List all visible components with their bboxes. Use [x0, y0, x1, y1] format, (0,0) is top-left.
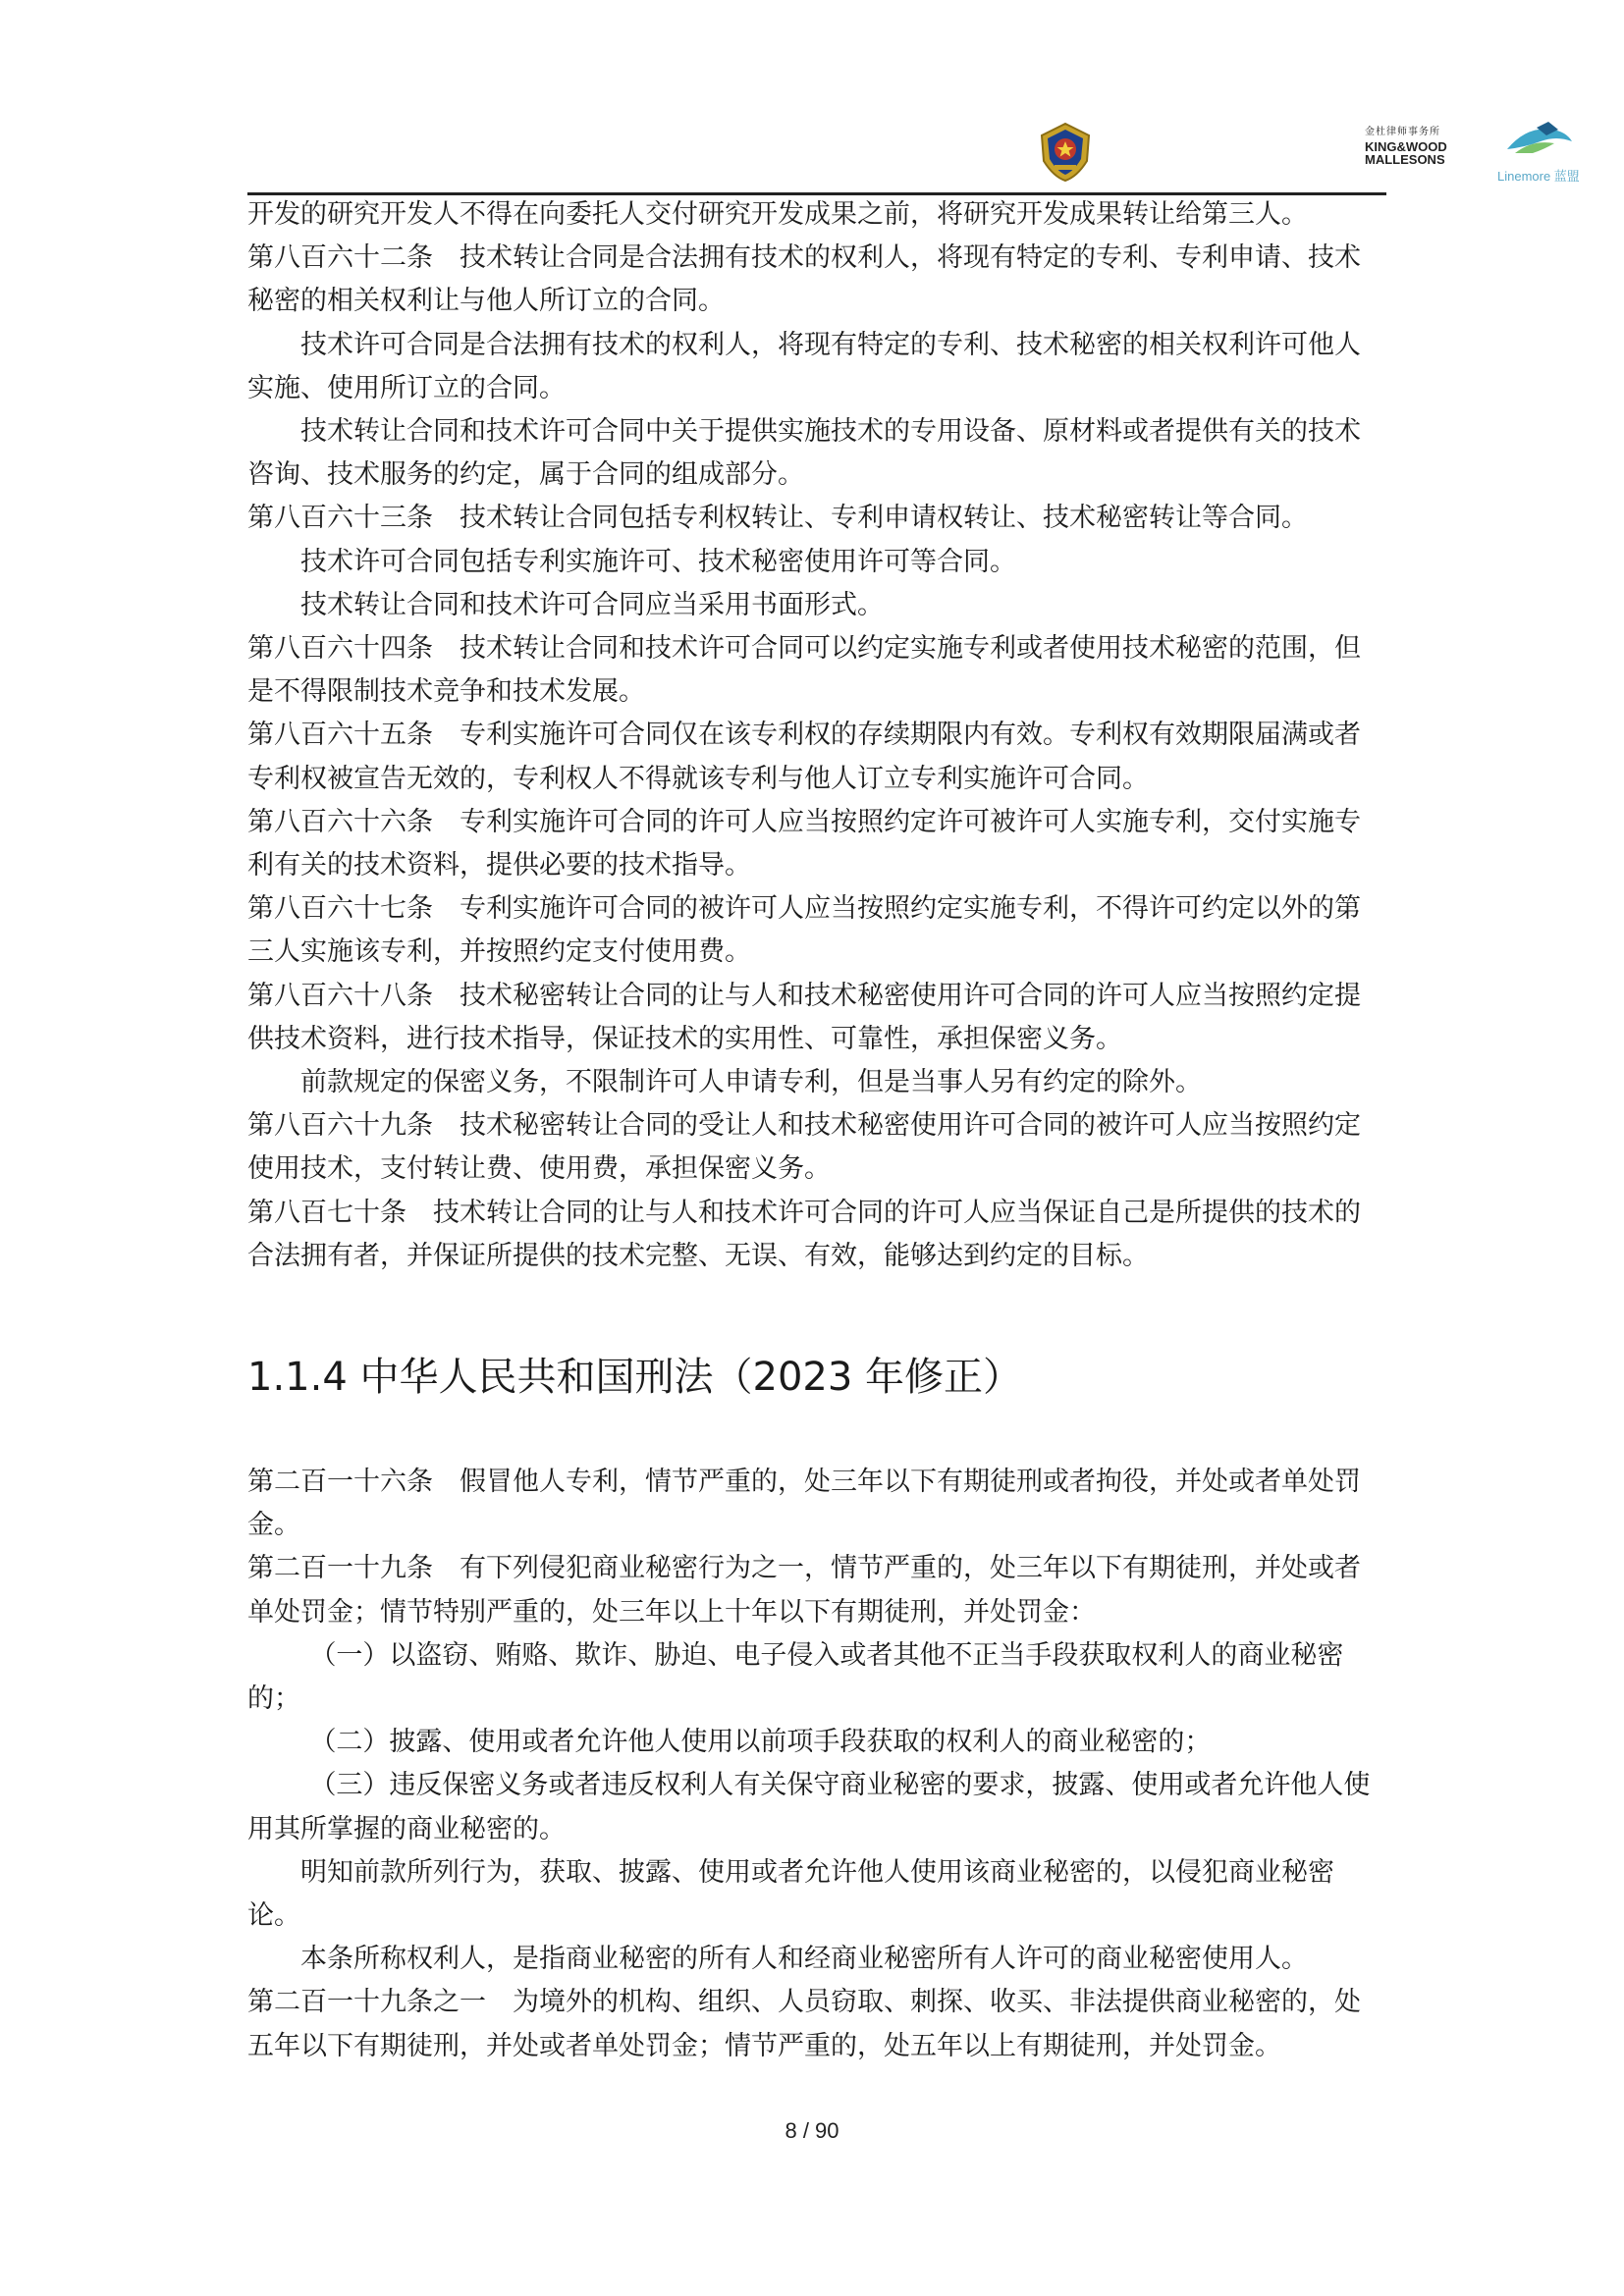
paragraph: 第八百六十二条 技术转让合同是合法拥有技术的权利人，将现有特定的专利、专利申请、技术秘密的相关权利让与他人所订立的合同。 — [247, 242, 1361, 317]
paragraph: 第二百一十六条 假冒他人专利，情节严重的，处三年以下有期徒刑或者拘役，并处或者单处罚金。 — [247, 1467, 1361, 1541]
paragraph: 技术许可合同包括专利实施许可、技术秘密使用许可等合同。 — [300, 546, 1016, 577]
paragraph: 第八百六十九条 技术秘密转让合同的受让人和技术秘密使用许可合同的被许可人应当按照约定使用技术，支付转让费、使用费，承担保密义务。 — [247, 1110, 1361, 1185]
kwm-logo-en-2: MALLESONS — [1365, 152, 1445, 167]
paragraph: 第八百六十八条 技术秘密转让合同的让与人和技术秘密使用许可合同的许可人应当按照约定提供技术资料，进行技术指导，保证技术的实用性、可靠性，承担保密义务。 — [247, 980, 1361, 1054]
paragraph: 第八百六十七条 专利实施许可合同的被许可人应当按照约定实施专利，不得许可约定以外的第三人实施该专利，并按照约定支付使用费。 — [247, 893, 1361, 968]
section-heading: 1.1.4 中华人民共和国刑法（2023 年修正） — [247, 1355, 1023, 1400]
paragraph: 第二百一十九条之一 为境外的机构、组织、人员窃取、刺探、收买、非法提供商业秘密的，处五年以下有期徒刑，并处或者单处罚金；情节严重的，处五年以上有期徒刑，并处罚金。 — [247, 1987, 1361, 2061]
document-body — [247, 193, 1386, 1278]
linemore-logo-text: Linemore 蓝盟 — [1497, 169, 1580, 184]
paragraph: 第八百六十六条 专利实施许可合同的许可人应当按照约定许可被许可人实施专利，交付实施专利有关的技术资料，提供必要的技术指导。 — [247, 806, 1361, 881]
linemore-mark-icon — [1497, 120, 1576, 165]
kwm-logo-cn: 金杜律师事务所 — [1365, 127, 1440, 137]
kwm-logo-en-1: KING&WOOD — [1365, 139, 1447, 154]
kwm-logo — [1365, 128, 1485, 166]
paragraph: 第八百七十条 技术转让合同的让与人和技术许可合同的许可人应当保证自己是所提供的技术的合法拥有者，并保证所提供的技术完整、无误、有效，能够达到约定的目标。 — [247, 1197, 1361, 1271]
paragraph: （三）违反保密义务或者违反权利人有关保守商业秘密的要求，披露、使用或者允许他人使用其所掌握的商业秘密的。 — [247, 1770, 1371, 1844]
paragraph: 第八百六十五条 专利实施许可合同仅在该专利权的存续期限内有效。专利权有效期限届满或者专利权被宣告无效的，专利权人不得就该专利与他人订立专利实施许可合同。 — [247, 720, 1361, 794]
paragraph: 技术许可合同是合法拥有技术的权利人，将现有特定的专利、技术秘密的相关权利许可他人实施、使用所订立的合同。 — [247, 329, 1361, 403]
paragraph: 明知前款所列行为，获取、披露、使用或者允许他人使用该商业秘密的，以侵犯商业秘密论。 — [247, 1856, 1334, 1932]
criminal-law-body — [247, 1461, 1386, 2068]
paragraph: 前款规定的保密义务，不限制许可人申请专利，但是当事人另有约定的除外。 — [300, 1067, 1202, 1098]
linemore-logo — [1497, 120, 1582, 185]
criminal-law-excerpt — [247, 1461, 1386, 2068]
paragraph: 第二百一十九条 有下列侵犯商业秘密行为之一，情节严重的，处三年以下有期徒刑，并处或者单处罚金；情节特别严重的，处三年以上十年以下有期徒刑，并处罚金： — [247, 1553, 1361, 1628]
paragraph: 本条所称权利人，是指商业秘密的所有人和经商业秘密所有人许可的商业秘密使用人。 — [300, 1944, 1308, 1975]
page-header — [247, 98, 1580, 195]
paragraph: （二）披露、使用或者允许他人使用以前项手段获取的权利人的商业秘密的； — [309, 1727, 1212, 1758]
paragraph: 技术转让合同和技术许可合同中关于提供实施技术的专用设备、原材料或者提供有关的技术咨询、技术服务的约定，属于合同的组成部分。 — [247, 416, 1361, 491]
paragraph: 开发的研究开发人不得在向委托人交付研究开发成果之前，将研究开发成果转让给第三人。 — [247, 199, 1308, 230]
paragraph: 技术转让合同和技术许可合同应当采用书面形式。 — [300, 589, 884, 620]
page-number: 8 / 90 — [785, 2118, 839, 2143]
police-emblem-icon — [1038, 122, 1093, 183]
paragraph: （一）以盗窃、贿赂、欺诈、胁迫、电子侵入或者其他不正当手段获取权利人的商业秘密的； — [247, 1639, 1344, 1715]
paragraph: 第八百六十三条 技术转让合同包括专利权转让、专利申请权转让、技术秘密转让等合同。 — [247, 503, 1308, 534]
paragraph: 第八百六十四条 技术转让合同和技术许可合同可以约定实施专利或者使用技术秘密的范围，但是不得限制技术竞争和技术发展。 — [247, 633, 1361, 708]
civil-code-excerpt — [247, 193, 1386, 1278]
